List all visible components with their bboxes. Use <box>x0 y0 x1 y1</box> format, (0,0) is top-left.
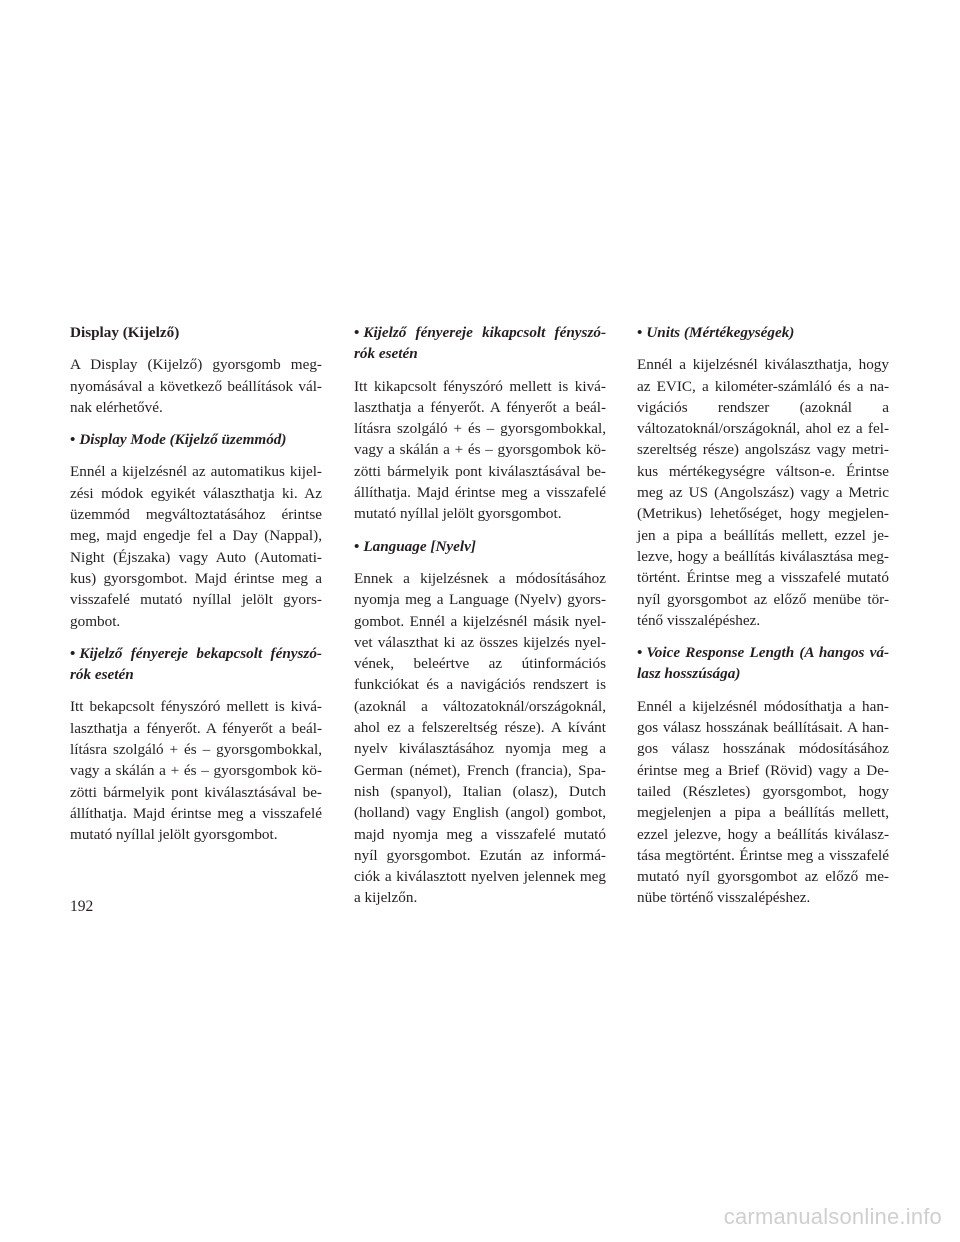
bullet-title: Kijelző fényereje bekapcsolt fényszó-rók esetén <box>70 644 322 684</box>
paragraph-units: Ennél a kijelzésnél kiválaszthatja, hogy az EVIC, a kilométer-számláló és a na-vigációs rendszer (azoknál a változatoknál/országoknál, ahol ez a fel-szereltség része) angolszász vagy metri-kus mértékegységre váltson-e. Érintse meg az US (Angolszász) vagy a Metric (Metrikus) lehetőséget, hogy megjelen-jen a pipa a beállítás mellett, ezzel je-lezve, hogy a beállítás kiválasztása meg-történt. Érintse meg a visszafelé mutató nyíl gyorsgombot az előző menübe tör-ténő visszalépéshez. <box>637 356 889 629</box>
bullet-title: Language [Nyelv] <box>363 537 476 555</box>
column-middle <box>354 322 606 920</box>
bullet-title: Voice Response Length (A hangos vá-lasz hosszúsága) <box>637 644 889 683</box>
bullet-dot: • <box>70 431 76 449</box>
bullet-heading-units <box>637 322 889 343</box>
bullet-dot: • <box>637 644 643 662</box>
page-number: 192 <box>70 898 94 915</box>
paragraph-brightness-off: Itt kikapcsolt fényszóró mellett is kivá-laszthatja a fényerőt. A fényerőt a beál-lításra szolgáló + és – gyorsgombokkal, vagy a skálán a + és – gyorsgombok kö-zötti bármelyik pont kiválasztásával be-állíthatja. Majd érintse meg a visszafelé mutató nyíllal jelölt gyorsgombot. <box>354 377 606 523</box>
bullet-title: Kijelző fényereje kikapcsolt fényszó-rók esetén <box>354 324 606 363</box>
bullet-dot: • <box>354 324 360 341</box>
column-right <box>637 322 889 920</box>
column-left <box>70 322 322 857</box>
bullet-heading-brightness-off <box>354 322 606 365</box>
bullet-heading-voice-response <box>637 642 889 685</box>
bullet-heading-display-mode <box>70 429 322 450</box>
watermark-text: carmanualsonline.info <box>723 1204 942 1229</box>
bullet-title: Units (Mértékegységek) <box>646 324 795 341</box>
bullet-title: Display Mode (Kijelző üzemmód) <box>79 431 287 449</box>
paragraph-display-mode: Ennél a kijelzésnél az automatikus kijel-zési módok egyikét választhatja ki. Az üzemmód megváltoztatásához érintse meg, majd engedje fel a Day (Nappal), Night (Éjszaka) vagy Auto (Automati-kus) gyorsgombot. Majd érintse meg a visszafelé mutató nyíllal jelölt gyors-gombot. <box>70 463 322 630</box>
bullet-dot: • <box>70 644 76 662</box>
bullet-dot: • <box>354 537 360 555</box>
paragraph-brightness-on: Itt bekapcsolt fényszóró mellett is kivá-laszthatja a fényerőt. A fényerőt a beál-lításra szolgáló + és – gyorsgombokkal, vagy a skálán a + és – gyorsgombok kö-zötti bármelyik pont kiválasztásával be-állíthatja. Majd érintse meg a visszafelé mutató nyíllal jelölt gyorsgombot. <box>70 698 322 844</box>
paragraph-language: Ennek a kijelzésnek a módosításához nyomja meg a Language (Nyelv) gyors-gombot. Ennél a kijelzésnél másik nyel-vet választhat ki az összes kijelzés nyel-vének, beleértve az útinformációs funkciókat és a navigációs rendszert is (azoknál a változatoknál/országoknál, ahol ez a felszereltség része). A kívánt nyelv kiválasztásához nyomja meg a German (német), French (francia), Spa-nish (spanyol), Italian (olasz), Dutch (holland) vagy English (angol) gombot, majd nyomja meg a visszafelé mutató nyíl gyorsgombot. Ezután az informá-ciók a kiválasztott nyelven jelennek meg a kijelzőn. <box>354 569 606 907</box>
bullet-dot: • <box>637 324 643 341</box>
section-heading: Display (Kijelző) <box>70 324 180 341</box>
paragraph-voice-response: Ennél a kijelzésnél módosíthatja a han-gos válasz hosszának beállításait. A han-gos válasz hosszának módosításához érintse meg a Brief (Rövid) vagy a De-tailed (Részletes) gyorsgombot, hogy megjelenjen a pipa a beállítás mellett, ezzel jelezve, hogy a beállítás kiválasz-tása megtörtént. Érintse meg a visszafelé mutató nyíl gyorsgombot az előző me-nübe történő visszalépéshez. <box>637 697 889 907</box>
intro-paragraph: A Display (Kijelző) gyorsgomb meg-nyomásával a következő beállítások vál-nak elérhetővé. <box>70 356 322 416</box>
bullet-heading-language <box>354 536 606 557</box>
bullet-heading-brightness-on <box>70 643 322 686</box>
